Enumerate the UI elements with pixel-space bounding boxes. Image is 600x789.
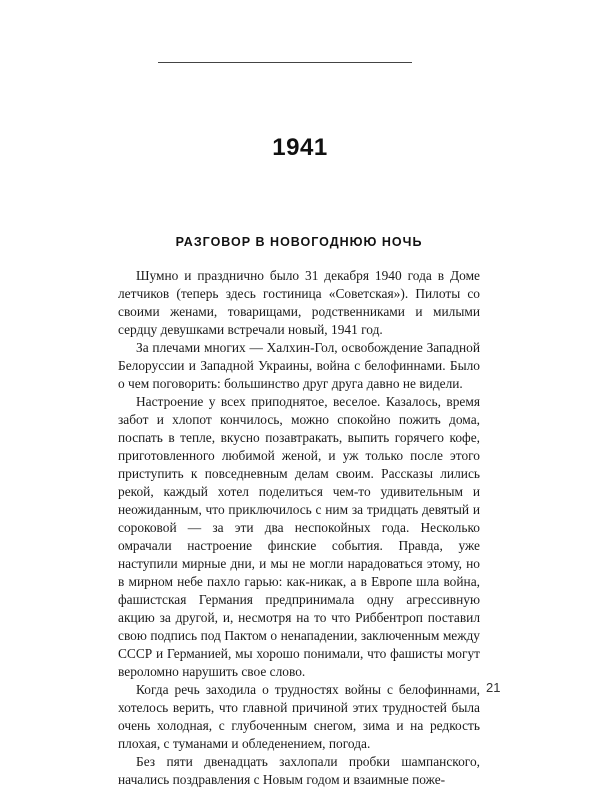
body-text bbox=[118, 267, 480, 789]
paragraph: Настроение у всех приподнятое, веселое. Казалось, время забот и хлопот кончилось, можно спокойно пожить дома, поспать в тепле, вкусно позавтракать, выпить горячего кофе, приготовленного любимой женой, и уж только после этого приступить к повседневным делам своим. Рассказы лились рекой, каждый хотел поделиться чем-то удивительным и неожиданным, что приключилось с ним за тридцать девятый и сороковой — за эти два неспокойных года. Несколько омрачали настроение финские события. Правда, уже наступили мирные дни, и мы не могли нарадоваться этому, но в мирном небе пахло гарью: как-никак, а в Европе шла война, фашистская Германия предпринимала одну агрессивную акцию за другой, и, несмотря на то что Риббентроп поставил свою подпись под Пактом о ненападении, заключенным между СССР и Германией, мы хорошо понимали, что фашисты могут вероломно нарушить свое слово. bbox=[118, 394, 480, 679]
paragraph: Когда речь заходила о трудностях войны с белофиннами, хотелось верить, что главной причиной этих трудностей была очень холодная, с глубоченным снегом, зима и на редкость плохая, с туманами и обледенением, погода. bbox=[118, 682, 480, 751]
page-number: 21 bbox=[486, 680, 501, 695]
paragraph: Шумно и празднично было 31 декабря 1940 года в Доме летчиков (теперь здесь гостиница «Советская»). Пилоты со своими женами, товарищами, родственниками и милыми сердцу девушками встречали новый, 1941 год. bbox=[118, 268, 480, 337]
section-title: РАЗГОВОР В НОВОГОДНЮЮ НОЧЬ bbox=[175, 235, 423, 249]
paragraph: Без пяти двенадцать захлопали пробки шампанского, начались поздравления с Новым годом и взаимные поже- bbox=[118, 754, 480, 787]
chapter-title: 1941 bbox=[272, 134, 328, 161]
paragraph: За плечами многих — Халхин-Гол, освобождение Западной Белоруссии и Западной Украины, война с белофиннами. Было о чем поговорить: большинство друг друга давно не видели. bbox=[118, 340, 480, 391]
top-rule bbox=[158, 62, 412, 63]
